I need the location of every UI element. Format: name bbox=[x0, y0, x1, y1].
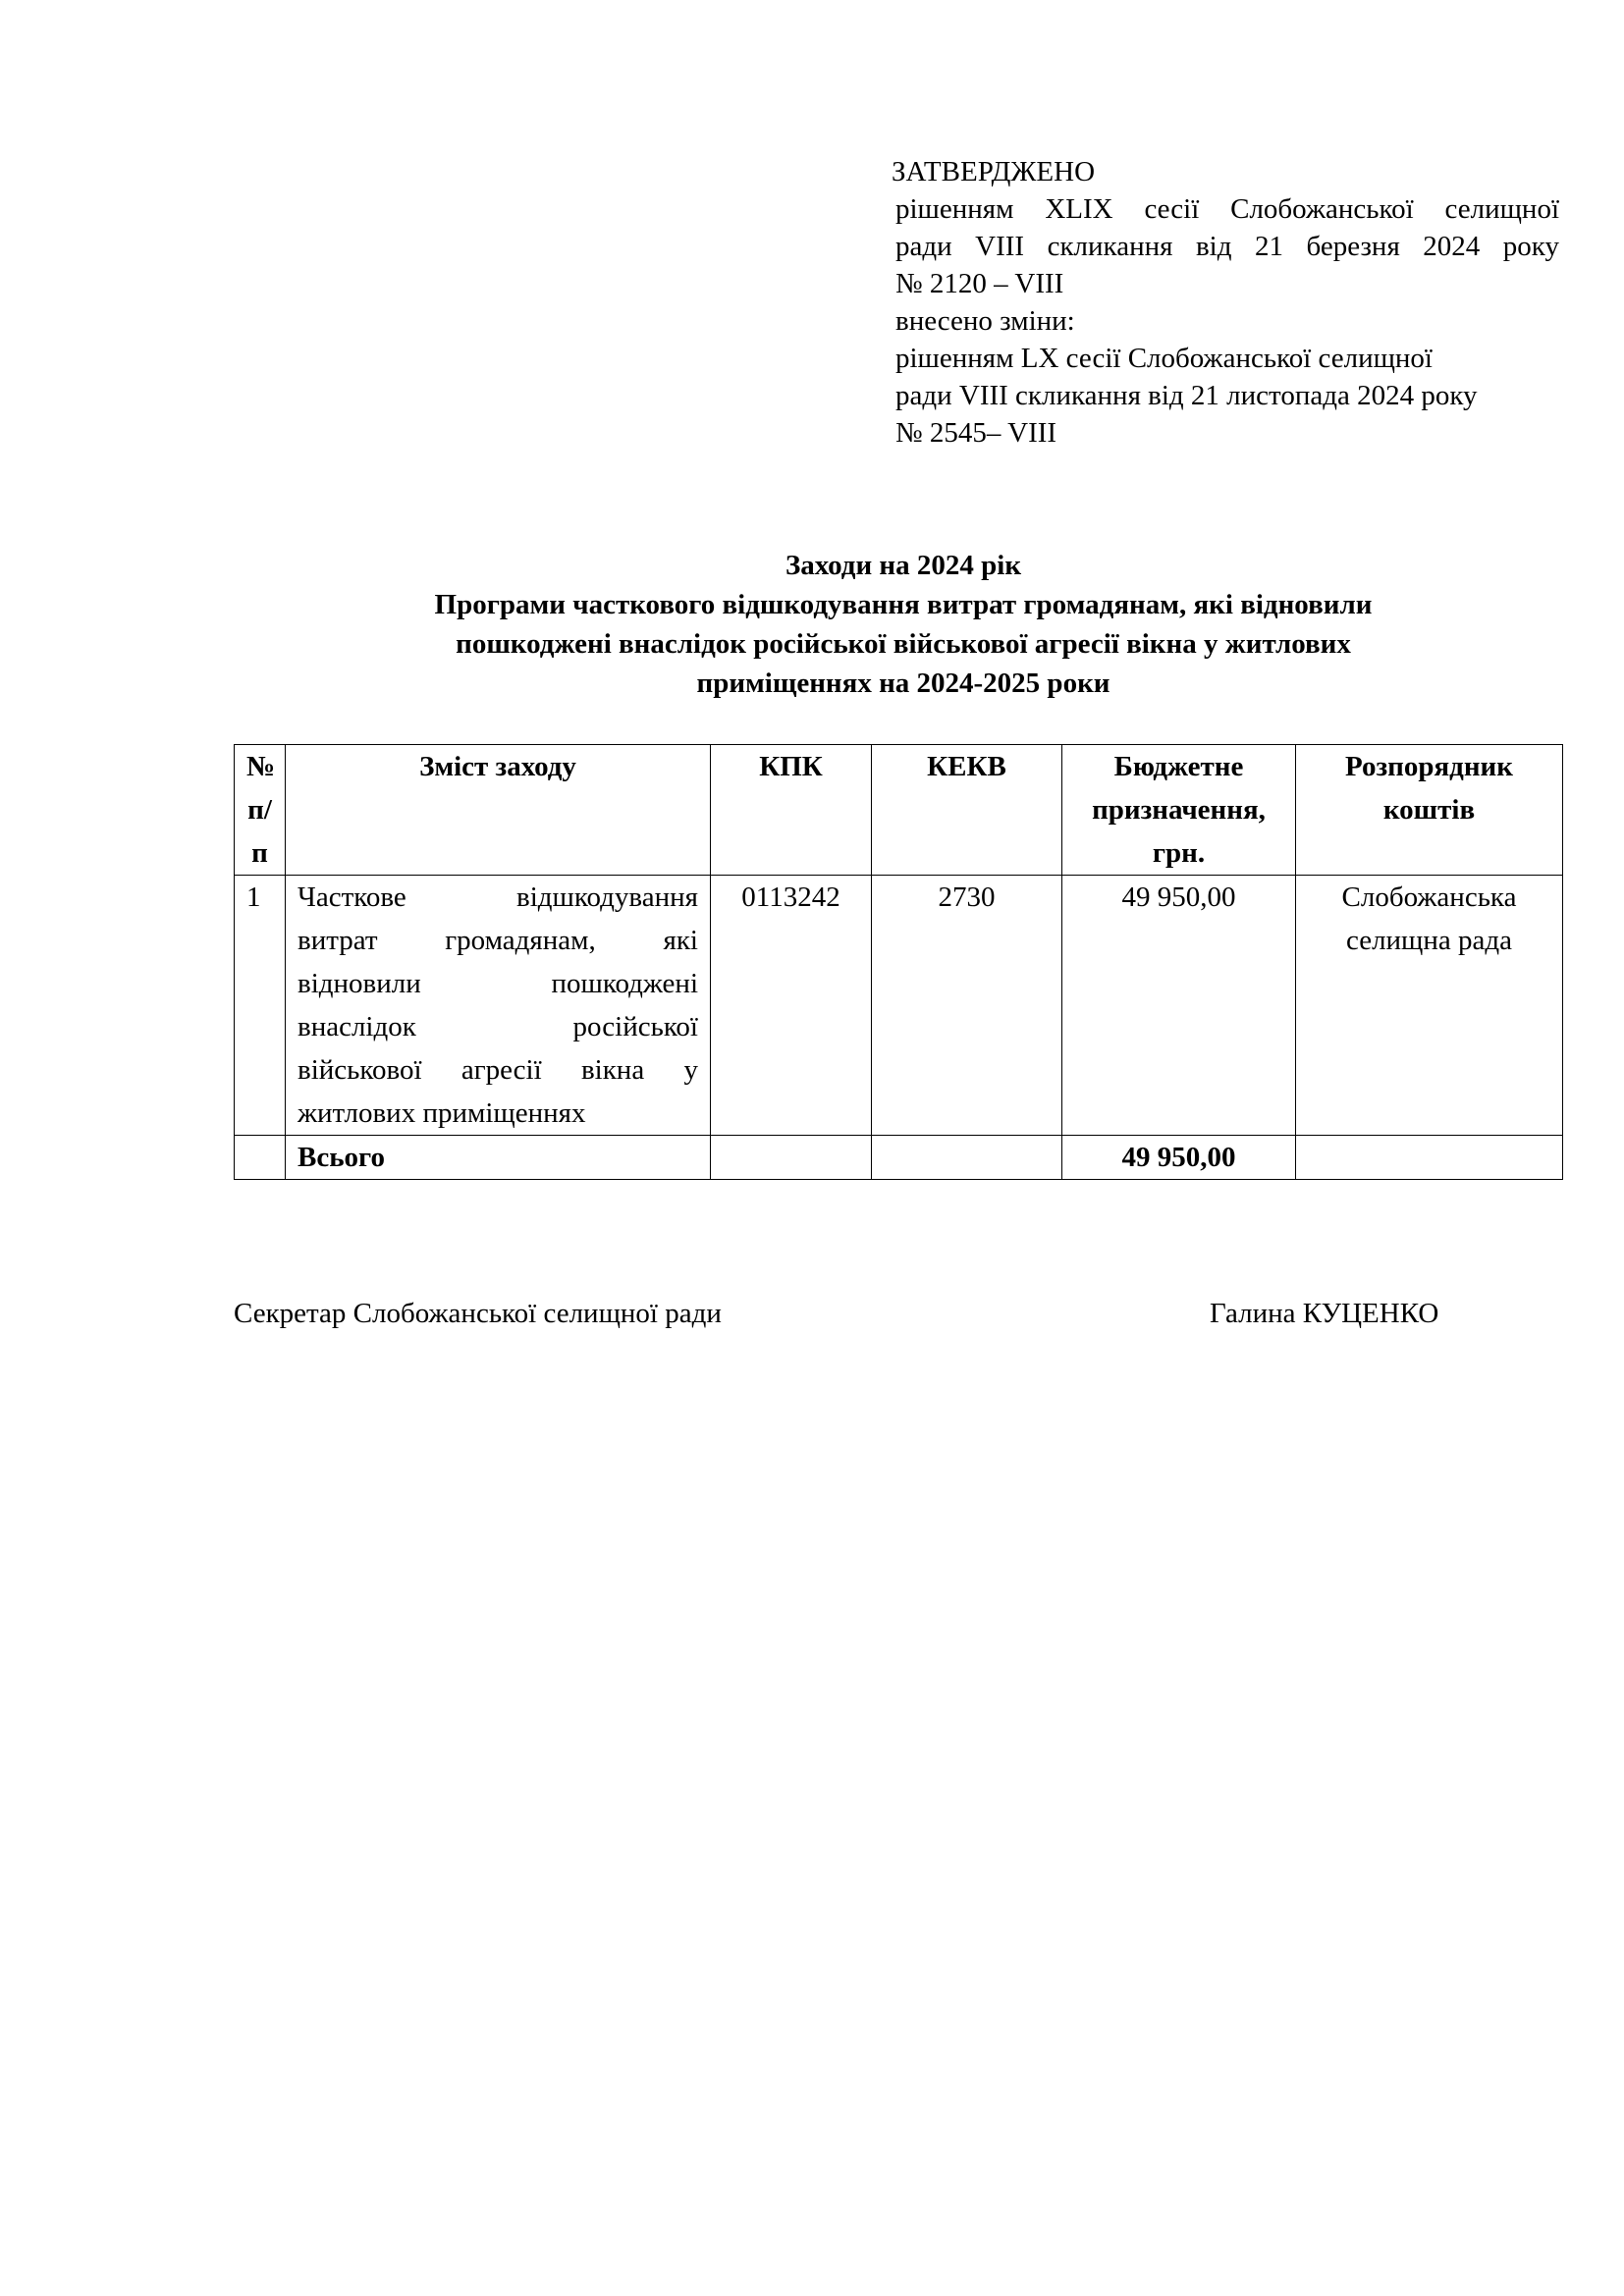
total-kekv-empty bbox=[872, 1136, 1062, 1180]
table-header-row bbox=[235, 745, 1563, 876]
approval-line-2: ради VIII скликання від 21 березня 2024 року bbox=[895, 231, 1559, 262]
header-num bbox=[235, 745, 286, 876]
approval-line-6: ради VIII скликання від 21 листопада 2024 року bbox=[895, 380, 1478, 411]
title-line-4: приміщеннях на 2024-2025 роки bbox=[696, 667, 1110, 699]
measures-table bbox=[234, 744, 1563, 1180]
title-line-1: Заходи на 2024 рік bbox=[785, 550, 1022, 581]
table-row bbox=[235, 876, 1563, 1136]
total-budget: 49 950,00 bbox=[1062, 1136, 1296, 1180]
total-manager-empty bbox=[1296, 1136, 1563, 1180]
cell-manager-line-2: селищна рада bbox=[1345, 925, 1513, 956]
header-kpk: КПК bbox=[711, 745, 872, 876]
document-title bbox=[236, 546, 1571, 703]
total-label: Всього bbox=[286, 1136, 711, 1180]
approval-line-3: № 2120 – VIII bbox=[895, 268, 1064, 299]
header-manager bbox=[1296, 745, 1563, 876]
title-line-3: пошкоджені внаслідок російської військової агресії вікна у житлових bbox=[456, 628, 1351, 660]
approval-line-7: № 2545– VIII bbox=[895, 417, 1057, 449]
header-kekv: КЕКВ bbox=[872, 745, 1062, 876]
header-manager-line-2: коштів bbox=[1382, 794, 1476, 826]
cell-num: 1 bbox=[235, 876, 286, 1136]
cell-content-line-2: витрат громадянам, які bbox=[298, 925, 698, 956]
cell-content bbox=[286, 876, 711, 1136]
cell-manager bbox=[1296, 876, 1563, 1136]
signature-position: Секретар Слобожанської селищної ради bbox=[234, 1298, 722, 1329]
header-num-line-1: № bbox=[246, 751, 276, 782]
approval-block bbox=[892, 153, 1559, 452]
signature-name: Галина КУЦЕНКО bbox=[1210, 1298, 1439, 1329]
cell-content-line-4: внаслідок російської bbox=[298, 1011, 698, 1042]
approval-heading: ЗАТВЕРДЖЕНО bbox=[892, 156, 1096, 187]
approval-line-5: рішенням LX сесії Слобожанської селищної bbox=[895, 343, 1433, 374]
cell-content-line-3: відновили пошкоджені bbox=[298, 968, 698, 999]
header-manager-line-1: Розпорядник bbox=[1345, 751, 1513, 782]
approval-line-4: внесено зміни: bbox=[895, 305, 1075, 337]
cell-budget: 49 950,00 bbox=[1062, 876, 1296, 1136]
cell-manager-line-1: Слобожанська bbox=[1341, 881, 1517, 913]
title-line-2: Програми часткового відшкодування витрат громадянам, які відновили bbox=[434, 589, 1373, 620]
cell-kpk: 0113242 bbox=[711, 876, 872, 1136]
header-budget-line-1: Бюджетне bbox=[1113, 751, 1244, 782]
approval-line-1: рішенням XLIX сесії Слобожанської селищної bbox=[895, 193, 1559, 225]
cell-kekv: 2730 bbox=[872, 876, 1062, 1136]
total-kpk-empty bbox=[711, 1136, 872, 1180]
header-budget bbox=[1062, 745, 1296, 876]
header-budget-line-2: призначення, bbox=[1092, 794, 1266, 826]
cell-content-line-1: Часткове відшкодування bbox=[298, 881, 698, 913]
header-num-line-2: п/п bbox=[247, 794, 272, 869]
cell-content-line-5: військової агресії вікна у bbox=[298, 1054, 698, 1086]
header-budget-line-3: грн. bbox=[1152, 837, 1206, 869]
total-num-empty bbox=[235, 1136, 286, 1180]
header-content: Зміст заходу bbox=[286, 745, 711, 876]
table-total-row bbox=[235, 1136, 1563, 1180]
cell-content-line-6: житлових приміщеннях bbox=[298, 1097, 586, 1129]
